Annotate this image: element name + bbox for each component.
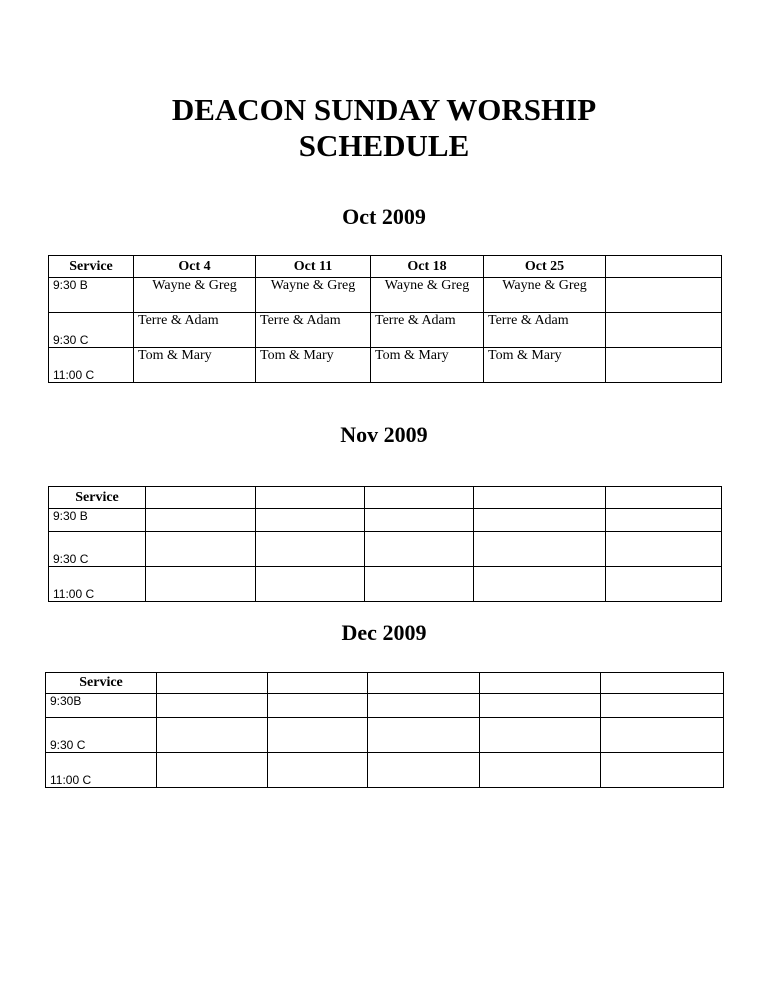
service-cell: 11:00 C [46, 753, 157, 788]
service-cell: 9:30 C [49, 532, 146, 567]
table-cell: Tom & Mary [484, 348, 606, 383]
table-cell [268, 694, 368, 718]
table-header-row [46, 673, 724, 694]
table-cell [256, 532, 365, 567]
table-cell [368, 753, 480, 788]
schedule-table-oct [48, 255, 722, 383]
header-cell: Oct 11 [256, 256, 371, 278]
header-cell [157, 673, 268, 694]
table-row [46, 718, 724, 753]
service-cell: 11:00 C [49, 348, 134, 383]
table-cell [268, 718, 368, 753]
table-cell [256, 567, 365, 602]
table-cell [601, 694, 724, 718]
table-cell [480, 694, 601, 718]
service-cell: 11:00 C [49, 567, 146, 602]
table-cell [157, 753, 268, 788]
title-line-1: DEACON SUNDAY WORSHIP [171, 92, 597, 127]
table-cell [474, 567, 606, 602]
table-cell: Terre & Adam [134, 313, 256, 348]
table-cell: Wayne & Greg [256, 278, 371, 313]
table-cell: Wayne & Greg [484, 278, 606, 313]
table-cell [606, 532, 722, 567]
table-cell [606, 567, 722, 602]
title-line-2: SCHEDULE [298, 128, 470, 163]
table-cell: Terre & Adam [484, 313, 606, 348]
table-cell [368, 718, 480, 753]
header-cell: Service [49, 487, 146, 509]
table-cell: Wayne & Greg [371, 278, 484, 313]
header-cell [606, 256, 722, 278]
table-cell [256, 509, 365, 532]
schedule-table-dec [45, 672, 724, 788]
header-cell: Service [49, 256, 134, 278]
header-cell [146, 487, 256, 509]
service-cell: 9:30 C [46, 718, 157, 753]
table-row [49, 313, 722, 348]
table-row [49, 348, 722, 383]
table-cell [601, 753, 724, 788]
header-cell: Oct 25 [484, 256, 606, 278]
table-cell [474, 532, 606, 567]
month-heading-dec: Dec 2009 [341, 620, 427, 645]
header-cell [365, 487, 474, 509]
table-row [49, 509, 722, 532]
table-cell [268, 753, 368, 788]
table-row [49, 278, 722, 313]
service-cell: 9:30B [46, 694, 157, 718]
service-cell: 9:30 B [49, 278, 134, 313]
header-cell: Oct 18 [371, 256, 484, 278]
table-cell [365, 532, 474, 567]
table-cell [480, 753, 601, 788]
page-title [0, 92, 768, 164]
header-cell [606, 487, 722, 509]
table-cell [365, 567, 474, 602]
header-cell [268, 673, 368, 694]
header-cell: Oct 4 [134, 256, 256, 278]
table-row [49, 532, 722, 567]
header-cell: Service [46, 673, 157, 694]
header-cell [368, 673, 480, 694]
table-cell [146, 567, 256, 602]
table-cell [601, 718, 724, 753]
table-cell [606, 278, 722, 313]
table-cell [146, 509, 256, 532]
table-cell [146, 532, 256, 567]
table-cell [606, 348, 722, 383]
table-cell [368, 694, 480, 718]
header-cell [480, 673, 601, 694]
table-row [46, 753, 724, 788]
table-cell: Tom & Mary [371, 348, 484, 383]
month-heading-nov: Nov 2009 [340, 422, 428, 447]
table-row [49, 567, 722, 602]
table-cell [157, 718, 268, 753]
table-header-row [49, 256, 722, 278]
table-cell: Wayne & Greg [134, 278, 256, 313]
table-cell [606, 509, 722, 532]
table-cell: Tom & Mary [134, 348, 256, 383]
header-cell [256, 487, 365, 509]
table-cell [365, 509, 474, 532]
table-cell: Terre & Adam [256, 313, 371, 348]
table-cell [606, 313, 722, 348]
table-cell [474, 509, 606, 532]
header-cell [474, 487, 606, 509]
table-cell [157, 694, 268, 718]
table-header-row [49, 487, 722, 509]
table-row [46, 694, 724, 718]
table-cell: Terre & Adam [371, 313, 484, 348]
table-cell [480, 718, 601, 753]
schedule-table-nov [48, 486, 722, 602]
table-cell: Tom & Mary [256, 348, 371, 383]
service-cell: 9:30 B [49, 509, 146, 532]
header-cell [601, 673, 724, 694]
month-heading-oct: Oct 2009 [342, 204, 426, 229]
service-cell: 9:30 C [49, 313, 134, 348]
